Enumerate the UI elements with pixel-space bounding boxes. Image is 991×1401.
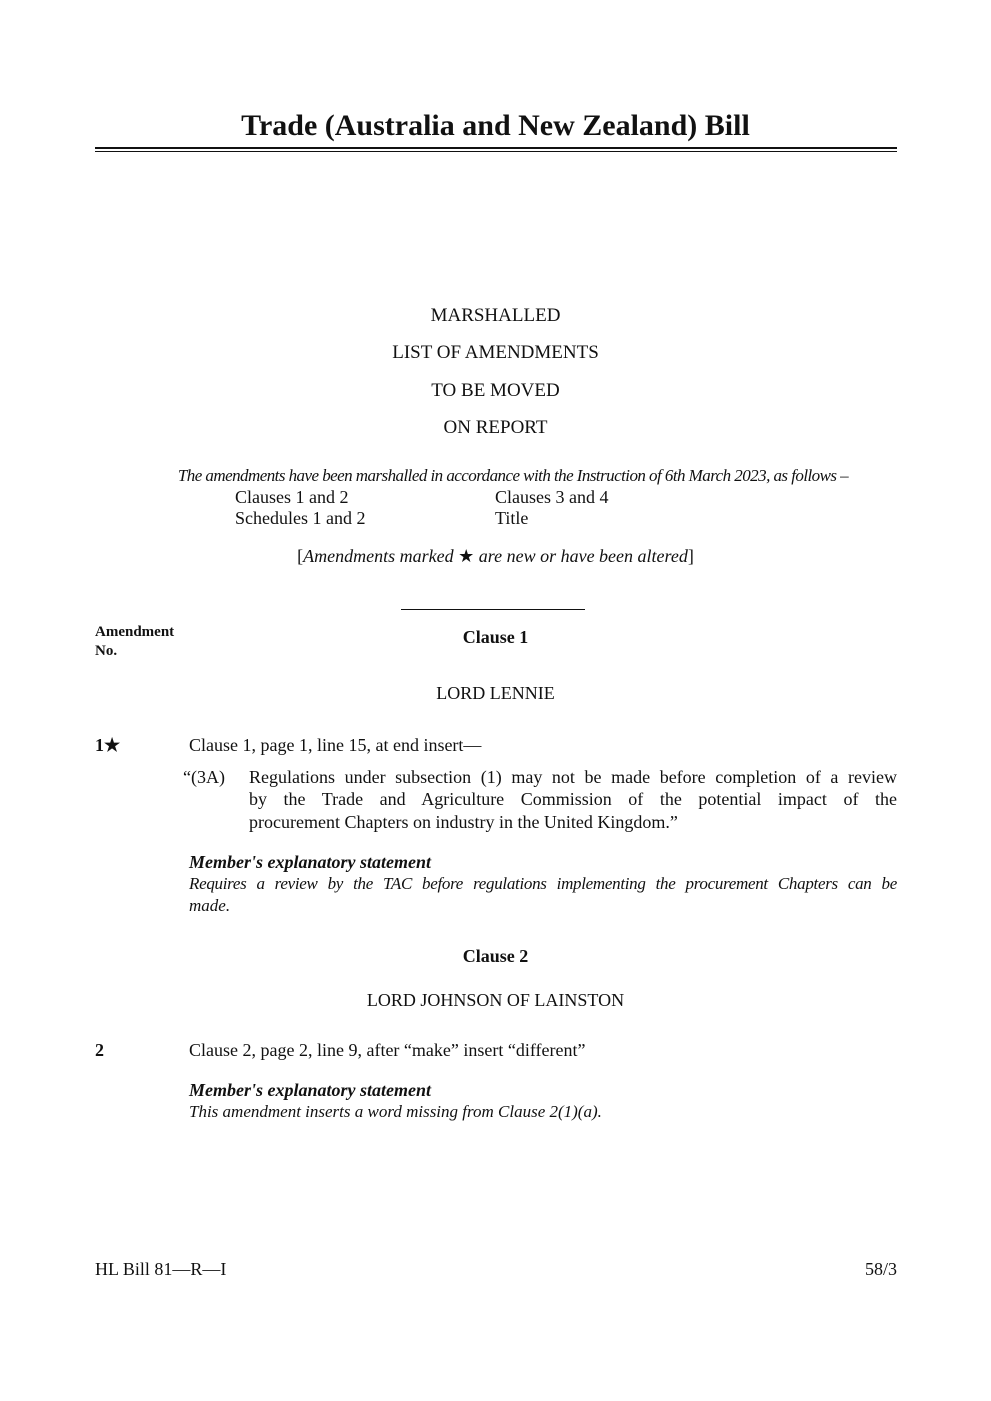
- heading-line: TO BE MOVED: [431, 380, 560, 401]
- clause-heading: Clause 2: [462, 946, 529, 966]
- heading-line: LIST OF AMENDMENTS: [392, 342, 599, 363]
- heading-line: MARSHALLED: [430, 305, 561, 326]
- amendment-no-label: Amendment No.: [95, 624, 175, 659]
- statement-text: Requires a review by the TAC before regulations implementing the procurement Chapters can be: [189, 874, 897, 893]
- amendment-instruction: Clause 1, page 1, line 15, at end insert—: [189, 735, 482, 755]
- star-note: [Amendments marked ★ are new or have been altered]: [297, 546, 694, 566]
- insert-line: procurement Chapters on industry in the United Kingdom.”: [249, 812, 678, 832]
- bill-title: Trade (Australia and New Zealand) Bill: [241, 109, 750, 142]
- title-rule-top: [95, 147, 897, 149]
- order-item: Clauses 3 and 4: [495, 487, 609, 507]
- order-item: Clauses 1 and 2: [235, 487, 349, 507]
- statement-text: This amendment inserts a word missing from Clause 2(1)(a).: [189, 1102, 602, 1121]
- insert-label: “(3A): [183, 767, 225, 787]
- insert-line: Regulations under subsection (1) may not be made before completion of a review: [249, 767, 897, 787]
- statement-heading: Member's explanatory statement: [189, 1080, 431, 1100]
- member-name: LORD LENNIE: [436, 683, 555, 703]
- order-item: Title: [495, 508, 529, 528]
- footer-page-ref: 58/3: [864, 1259, 897, 1279]
- statement-heading: Member's explanatory statement: [189, 852, 431, 872]
- statement-text: made.: [189, 896, 231, 915]
- amendment-number: 2: [95, 1040, 104, 1060]
- star-icon: ★: [458, 546, 475, 566]
- amendment-number: 1★: [95, 735, 121, 755]
- intro-text: The amendments have been marshalled in accordance with the Instruction of 6th March 2023, as follows –: [177, 466, 849, 485]
- heading-line: ON REPORT: [443, 417, 548, 438]
- section-divider: [401, 609, 585, 610]
- order-item: Schedules 1 and 2: [235, 508, 366, 528]
- footer-bill-number: HL Bill 81—R—I: [95, 1259, 227, 1279]
- insert-line: by the Trade and Agriculture Commission of the potential impact of the: [249, 789, 897, 809]
- title-rule-bottom: [95, 151, 897, 152]
- amendment-instruction: Clause 2, page 2, line 9, after “make” insert “different”: [189, 1040, 586, 1060]
- member-name: LORD JOHNSON OF LAINSTON: [366, 990, 625, 1010]
- clause-heading: Clause 1: [462, 627, 529, 647]
